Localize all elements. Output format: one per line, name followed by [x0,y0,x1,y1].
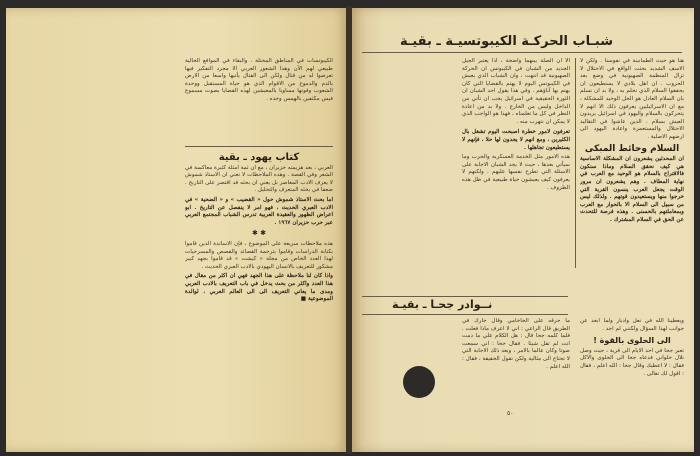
bottom-headline: نــوادر جحـا ـ بقيـة [392,298,493,311]
column-rule [575,58,576,268]
bottom-column-2: ما حرقه على الحاخامي وقال جارك في الطريق قال الراعي : اني لا اعرف ماذا فعلت . فلما كلمه جحا قال : هل الكلام علي ما دمت انت لم تقل شيئا . فقال جحا : اني سمعت صوتا وكان عالما بالامر ، وبعد ذلك الاجابة التي لا تحتاج الى مثالية ولكن تقول الحقيقة ، فقال : الله اعلم . [462,318,570,370]
bottom-col1-body: تعبر جحا في احد الايام الى قرية ، حيث وصل تلال حلواني فدعاه جحا الى الحلوى والاكل فقال : لا اعطيك وقال جحا : الله اعلم ، فقال : اقول لك تعالى . [580,347,684,377]
col2-bottom-paragraph: هذه الامور مثل الخدمة العسكرية والحرب وما سيأتي بعدها ، حيث لا يجد الشبان الاجابة على الاسئلة التي تطرح نفسها عليهم . ولكنهم لا يعرفون كيف يعيشون حياة طبيعية في ظل هذه الظروف . [462,154,570,191]
page-number: ٥٠ [507,410,514,417]
main-headline: شبـاب الحركـة الكيبوتسيـة ـ بقيـة [400,34,613,49]
section-paragraph-4: واذا كان لنا ملاحظة على هذا الجهد فهي ان اكثر من مقال في هذا العدد واكثر من بحث يدخل في باب التعريف بالادب العربي ومدى ما يعاني التعريف الى الى العالم العربي ، لوالدة الموضوعية ■ [185,273,333,303]
col1-subtitle: السلام وحائط المبكى [584,143,680,154]
section-paragraph-2: اما بحث الاستاذ شموش حول « القضيب » و « الضحية » في الادب العبري الحديث ، فهو امر لا ينفصل عن التاريخ . ابو اعراض الظهور والعقيدة العربية تدرس الشباب المجتمع العربي عبر حرب حزيران ١٩٦٧ . [185,196,333,226]
left-top-paragraph: الكيبوتسات في المناطق المحتلة . والبقاء في المواقع الحالية طبيعي لهم الآن وهذا الشعور العربي الا مجرد التفكير فيها تعرضوا له من قتال ولكن الى القتال يأتيها واسعا من الارض بالدم والدموع من الاقوام الذي هو حياة المستقبل ووحدة الشعوب وقوتها مساويا بالمعيشين لهذه القضايا بصوت مسموع فيس مكثفين بالهمس وحده . [185,58,333,102]
bottom-col1-top: ويعطينا الله في نعل وادبار ولما ابعد عن جوانب لهذا السؤال ولكنني لم احد . [580,318,684,332]
col2-top-paragraph: الا ان الصلة بينهما واضحة ، اذا يعتبر الجيل الجديد من الشبان في الكيبوتس ان الحركة الصهيونية قد انتهت ، وان الشباب الذي يعيش في الكيبوتس اليوم لا يهتم بالقضايا التي كان يهتم بها آباؤهم . وفي هذا يقول احد الشبان ان الثورة الحقيقية في اسرائيل يجب ان تأتي من الداخل وليس من الخارج . ولا بد من اعادة النظر في كل ما تعلمناه ، فهذا هو الواجب الذي لا يمكن ان نتهرب منه . [462,58,570,125]
binding-hole [403,366,435,398]
binding-gutter [346,6,352,454]
bottom-col1-subtitle: الى الحلوى بالقوة ! [593,336,671,346]
section-stars: ✱ ✱ [252,229,266,238]
divider [185,146,333,147]
right-column-1 [580,58,684,270]
col2-bold-paragraph: تعرفون لامور خطرة اصبحت اليوم تشغل بال الكثيرين ، ومع انهم لا يجدون لها حلا ، فإنهم لا يستطيعون تجاهلها . [462,129,570,151]
article-column [185,150,333,440]
col1-top-paragraph: هنا هو حيث الطمأنينة في نفوسنا . ولكن لا الاسف الشديد بحثت الواقع في الاحتلال لا تزال المنظمة الصهيونية في وضع بعد الحروب . ان اهل بلادي لا يستطيعون ان يحققوا السلام الذي نحلم به ، ولا بد ان نسلم بان السلام العادل هو الحل الوحيد للمشكلة ، مع ان الاسرائيليين يعرفون ذلك الا انهم لا يتحركون بالسلام واليهود في اسرائيل يريدون العيش بسلام . الذين عاشوا في التقاليد الاحتلال والمستعمرة واعادة اليهود الى ارضهم الاصلية . [580,58,684,140]
section-paragraph-1: العربي ، بعد هزيمته حزيران ، مع ان ثمة امثلة كثيرة معاكسة في الشعر وفي القصة . وهذه الملاحظات لا تعني ان الاستاذ شموش لا يعرف الادب المعاصر بل يعني ان بحثه قد اقتصر على التاريخ . ضعفا في بحثه المتعرف والتحليل . [185,164,333,194]
bottom-divider [362,296,568,297]
headline-rule [362,52,682,53]
right-column-2 [462,58,570,294]
bottom-column-1 [580,318,684,438]
bottom-headline-rule [362,314,568,315]
section-paragraph-3: هذه ملاحظات سريعة على الموضوع ، فإن الاساتذة الذين قاموا بكتابة الدراسات وقاموا بترجمة القصائد والقصص والمسرحيات لهذا العدد الخاص من مجلة « كيشت » قد قاموا بجهد كبير مشكور للتعريف بالانسان اليهودي بالادب العبري الحديث . [185,240,333,270]
col1-body: ان المحدثين يشعرون ان المشكلة الاساسية هي كيف نحقق السلام وماذا سنكون فالاقتراح بالسلام هو الوحيد مع العرب في نهاية المطاف . وهم يشعرون ان مرور الوقت يجعل العرب ينسون القرية التي خرجوا منها ويستعيدون قوتهم . ولذلك ليس من سبيل الى السلام الا بالحوار مع العرب وبمعاملتهم بالحسنى . وهذه فرصة للتحدث عن الحق في السلام المشترك . [580,156,684,223]
section-title: كتاب يهود ـ بقية [218,152,300,163]
